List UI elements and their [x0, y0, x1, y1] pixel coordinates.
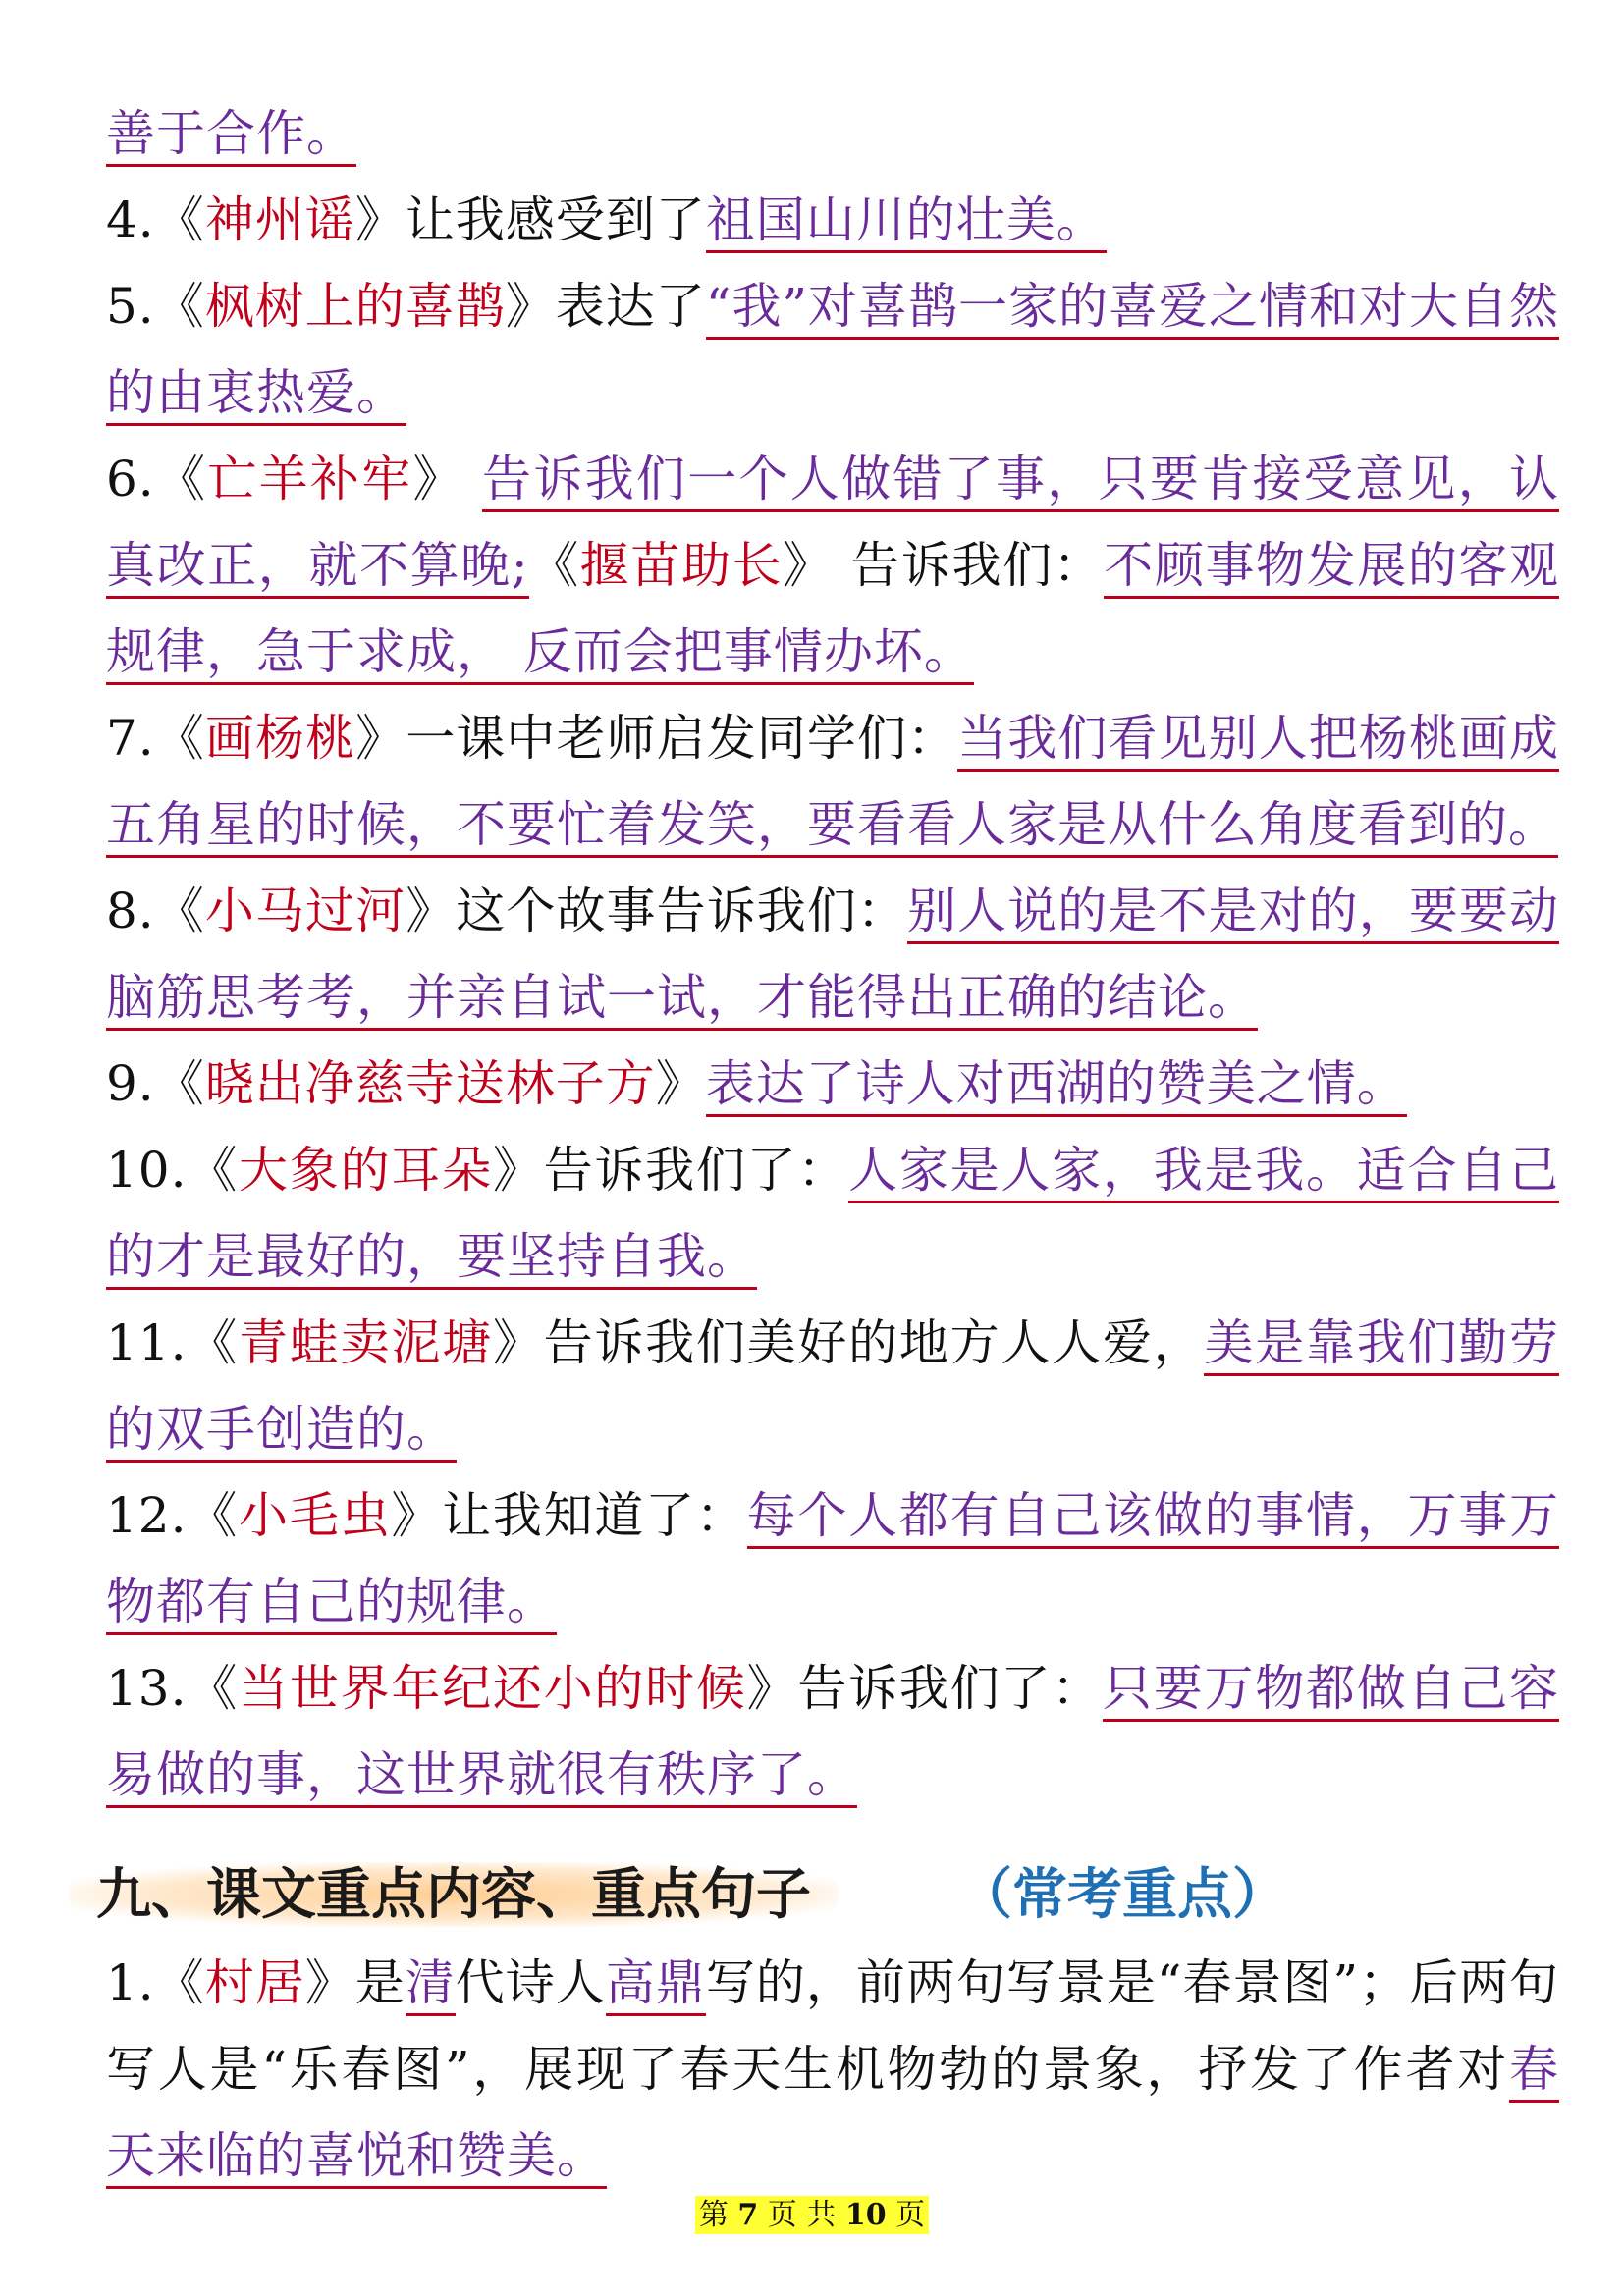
body-text: 1.《: [106, 1954, 205, 2011]
body-text: 7.《: [106, 710, 205, 767]
item-p4: [106, 177, 1559, 263]
body-text: 》告诉我们了：: [492, 1142, 849, 1199]
item-p0: [106, 90, 1559, 177]
footer-suffix: 页: [895, 2198, 926, 2232]
lesson-title: 画杨桃: [204, 710, 356, 767]
item-p5: [106, 263, 1559, 436]
answer-text: 美是靠我们勤劳的双手创造的。: [106, 1314, 1559, 1463]
lesson-title: 当世界年纪还小的时候: [239, 1660, 747, 1717]
answer-text: 祖国山川的壮美。: [706, 191, 1107, 253]
total-pages: 10: [844, 2198, 887, 2232]
item-p6: [106, 436, 1559, 695]
lesson-title: 揠苗助长: [579, 537, 784, 594]
item-s1: [106, 1940, 1559, 2199]
body-text: 》告诉我们美好的地方人人爱，: [492, 1314, 1205, 1371]
lesson-title: 晓出净慈寺送林子方: [204, 1055, 656, 1112]
body-text: 》告诉我们了：: [746, 1660, 1103, 1717]
answer-text: 只要万物都做自己容易做的事，这世界就很有秩序了。: [106, 1660, 1559, 1808]
item-p7: [106, 695, 1559, 868]
body-text: 6.《: [106, 451, 208, 507]
section-title: 九、课文重点内容、重点句子: [69, 1862, 839, 1927]
body-text: 》: [412, 451, 483, 507]
current-page: 7: [737, 2198, 759, 2232]
item-p11: [106, 1300, 1559, 1472]
item-p12: [106, 1472, 1559, 1645]
lesson-title: 神州谣: [204, 191, 355, 248]
lesson-title: 小毛虫: [239, 1487, 392, 1544]
body-text: 》 告诉我们：: [783, 537, 1105, 594]
answer-text: 别人说的是不是对的，要要动脑筋思考考，并亲自试一试，才能得出正确的结论。: [106, 882, 1559, 1031]
lesson-title: 小马过河: [204, 882, 406, 939]
answer-text: 当我们看见别人把杨桃画成五角星的时候，不要忙着发笑，要看看人家是从什么角度看到的。: [106, 710, 1559, 858]
page-footer: [0, 2195, 1624, 2236]
item-p8: [106, 868, 1559, 1041]
item-p9: [106, 1041, 1559, 1127]
lesson-title: 大象的耳朵: [239, 1142, 493, 1199]
body-text: 》: [655, 1055, 706, 1112]
answer-text: “我”对喜鹊一家的喜爱之情和对大自然的由衷热爱。: [106, 278, 1559, 426]
body-text: 《: [528, 537, 580, 594]
footer-prefix: 第: [698, 2198, 729, 2232]
footer-mid: 页 共: [767, 2198, 837, 2232]
body-text: 代诗人: [455, 1954, 606, 2011]
body-text: 11.《: [106, 1314, 240, 1371]
section-heading: [69, 1845, 1561, 1944]
lesson-title: 亡羊补牢: [207, 451, 413, 507]
item-p13: [106, 1645, 1559, 1818]
body-text: 12.《: [106, 1487, 240, 1544]
body-text: 写的，前两句写景是“春景图”；后两句写人是“乐春图”，展现了春天生机物勃的景象，抒发了作者对: [106, 1954, 1560, 2098]
body-text: 》让我感受到了: [354, 191, 706, 248]
body-text: 9.《: [106, 1055, 205, 1112]
answer-text: 清: [406, 1954, 456, 2016]
body-text: 》让我知道了：: [391, 1487, 747, 1544]
body-text: 》一课中老师启发同学们：: [355, 710, 958, 767]
lesson-title: 村居: [204, 1954, 305, 2011]
lesson-title: 枫树上的喜鹊: [204, 278, 506, 335]
body-text: 》表达了: [505, 278, 706, 335]
body-text: 5.《: [106, 278, 205, 335]
answer-text: 善于合作。: [106, 105, 356, 167]
item-p10: [106, 1127, 1559, 1300]
body-text: 》这个故事告诉我们：: [406, 882, 908, 939]
answer-text: 告诉我们一个人做错了事，只要肯接受意见，认真改正，就不算晚;: [106, 451, 1559, 599]
answer-text: 人家是人家，我是我。适合自己的才是最好的，要坚持自我。: [106, 1142, 1559, 1290]
body-text: 4.《: [106, 191, 205, 248]
answer-text: 每个人都有自己该做的事情，万事万物都有自己的规律。: [106, 1487, 1559, 1635]
page-number-label: [695, 2196, 929, 2234]
answer-text: 春天来临的喜悦和赞美。: [106, 2041, 1559, 2189]
answer-text: 高鼎: [606, 1954, 706, 2016]
body-text: 》是: [304, 1954, 406, 2011]
answer-text: 不顾事物发展的客观规律，急于求成， 反而会把事情办坏。: [106, 537, 1559, 685]
body-text: 10.《: [106, 1142, 240, 1199]
lesson-title: 青蛙卖泥塘: [239, 1314, 493, 1371]
body-text: 13.《: [106, 1660, 240, 1717]
body-text: 8.《: [106, 882, 205, 939]
answer-text: 表达了诗人对西湖的赞美之情。: [706, 1055, 1407, 1117]
section-tag: （常考重点）: [957, 1862, 1287, 1927]
